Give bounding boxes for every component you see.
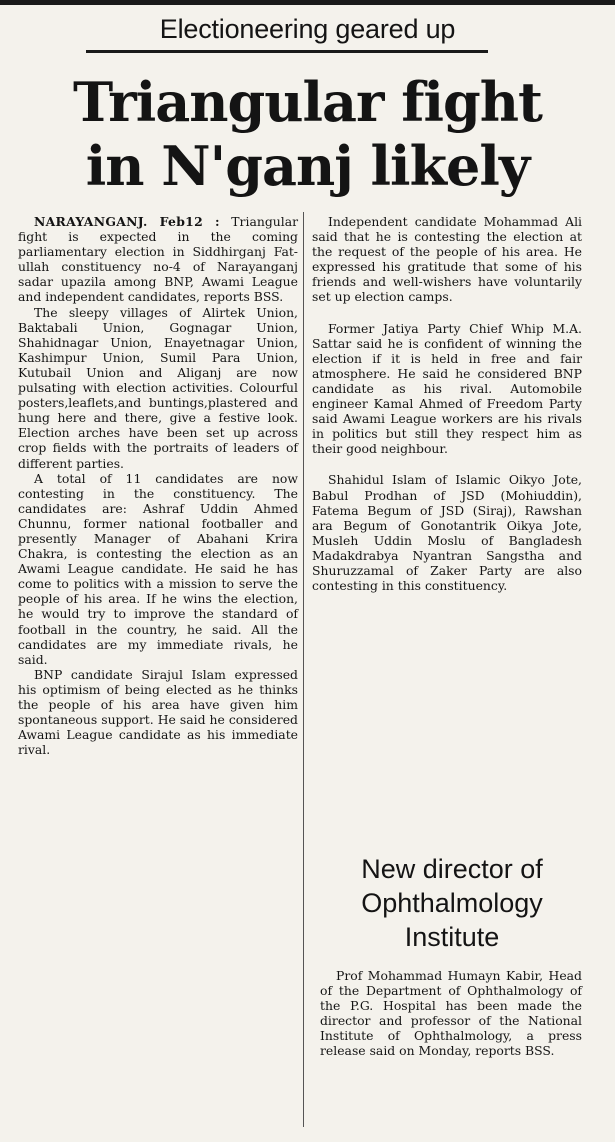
kicker: Electioneering geared up	[159, 14, 456, 44]
article-paragraph-text: Triangular fight is expected in the coming parliamentary election in Siddhirganj Fat-ullah constituency no-4 of Narayanganj sadar upazila among BNP, Awami League and independent candidates, reports BSS.	[18, 214, 298, 305]
headline-line-2: in N'ganj likely	[85, 134, 530, 198]
article-paragraph: Former Jatiya Party Chief Whip M.A. Sattar said he is confident of winning the election if it is held in free and fair atmosphere. He said he considered BNP candidate as his rival. Automobile engineer Kamal Ahmed of Freedom Party said Awami League workers are his rivals in politics but still they respect him as their good neighbour.	[312, 320, 582, 457]
second-article-paragraph: Prof Mohammad Humayn Kabir, Head of the Department of Ophthalmology of the P.G. Hospital has been made the director and professor of the National Institute of Ophthalmology, a press release said on Monday, reports BSS.	[320, 968, 582, 1059]
article-column-right	[312, 214, 582, 593]
headline	[0, 70, 615, 198]
top-rule	[0, 0, 615, 5]
headline-line-1: Triangular fight	[73, 70, 542, 134]
article-paragraph	[18, 214, 298, 305]
kicker-underline	[86, 50, 488, 53]
article-paragraph: The sleepy villages of Alirtek Union, Baktabali Union, Gognagar Union, Shahidnagar Union, Enayetnagar Union, Kashimpur Union, Sumil Para Union, Kutubail Union and Aliganj are now pulsating with election activities. Colourful posters,leaflets,and buntings,plastered and hung here and there, give a festive look. Election arches have been set up across crop fields with the portraits of leaders of different parties.	[18, 304, 298, 471]
column-divider	[303, 212, 304, 1127]
second-headline: New director of Ophthalmology Institute	[361, 854, 543, 952]
article-paragraph: A total of 11 candidates are now contesting in the constituency. The candidates are: Ashraf Uddin Ahmed Chunnu, former national footballer and presently Manager of Abahani Krira Chakra, is contesting the election as an Awami League candidate. He said he has come to politics with a mission to serve the people of his area. If he wins the election, he would try to improve the standard of football in the country, he said. All the candidates are my immediate rivals, he said.	[18, 470, 298, 667]
article-paragraph: Independent candidate Mohammad Ali said that he is contesting the election at the request of the people of his area. He expressed his gratitude that some of his friends and well-wishers have voluntarily set up election camps.	[312, 214, 582, 305]
article-column-left	[18, 214, 298, 757]
article-paragraph: Shahidul Islam of Islamic Oikyo Jote, Babul Prodhan of JSD (Mohiuddin), Fatema Begum of JSD (Siraj), Rawshan ara Begum of Gonotantrik Oikya Jote, Musleh Uddin Moslu of Bangladesh Madakdrabya Nyantran Sangstha and Shuruzzamal of Zaker Party are also contesting in this constituency.	[312, 472, 582, 594]
second-article-body	[320, 968, 582, 1059]
dateline: NARAYANGANJ. Feb12 :	[34, 214, 220, 229]
article-paragraph: BNP candidate Sirajul Islam expressed his optimism of being elected as he thinks the people of his area have given him spontaneous support. He said he considered Awami League candidate as his immediate rival.	[18, 666, 298, 758]
